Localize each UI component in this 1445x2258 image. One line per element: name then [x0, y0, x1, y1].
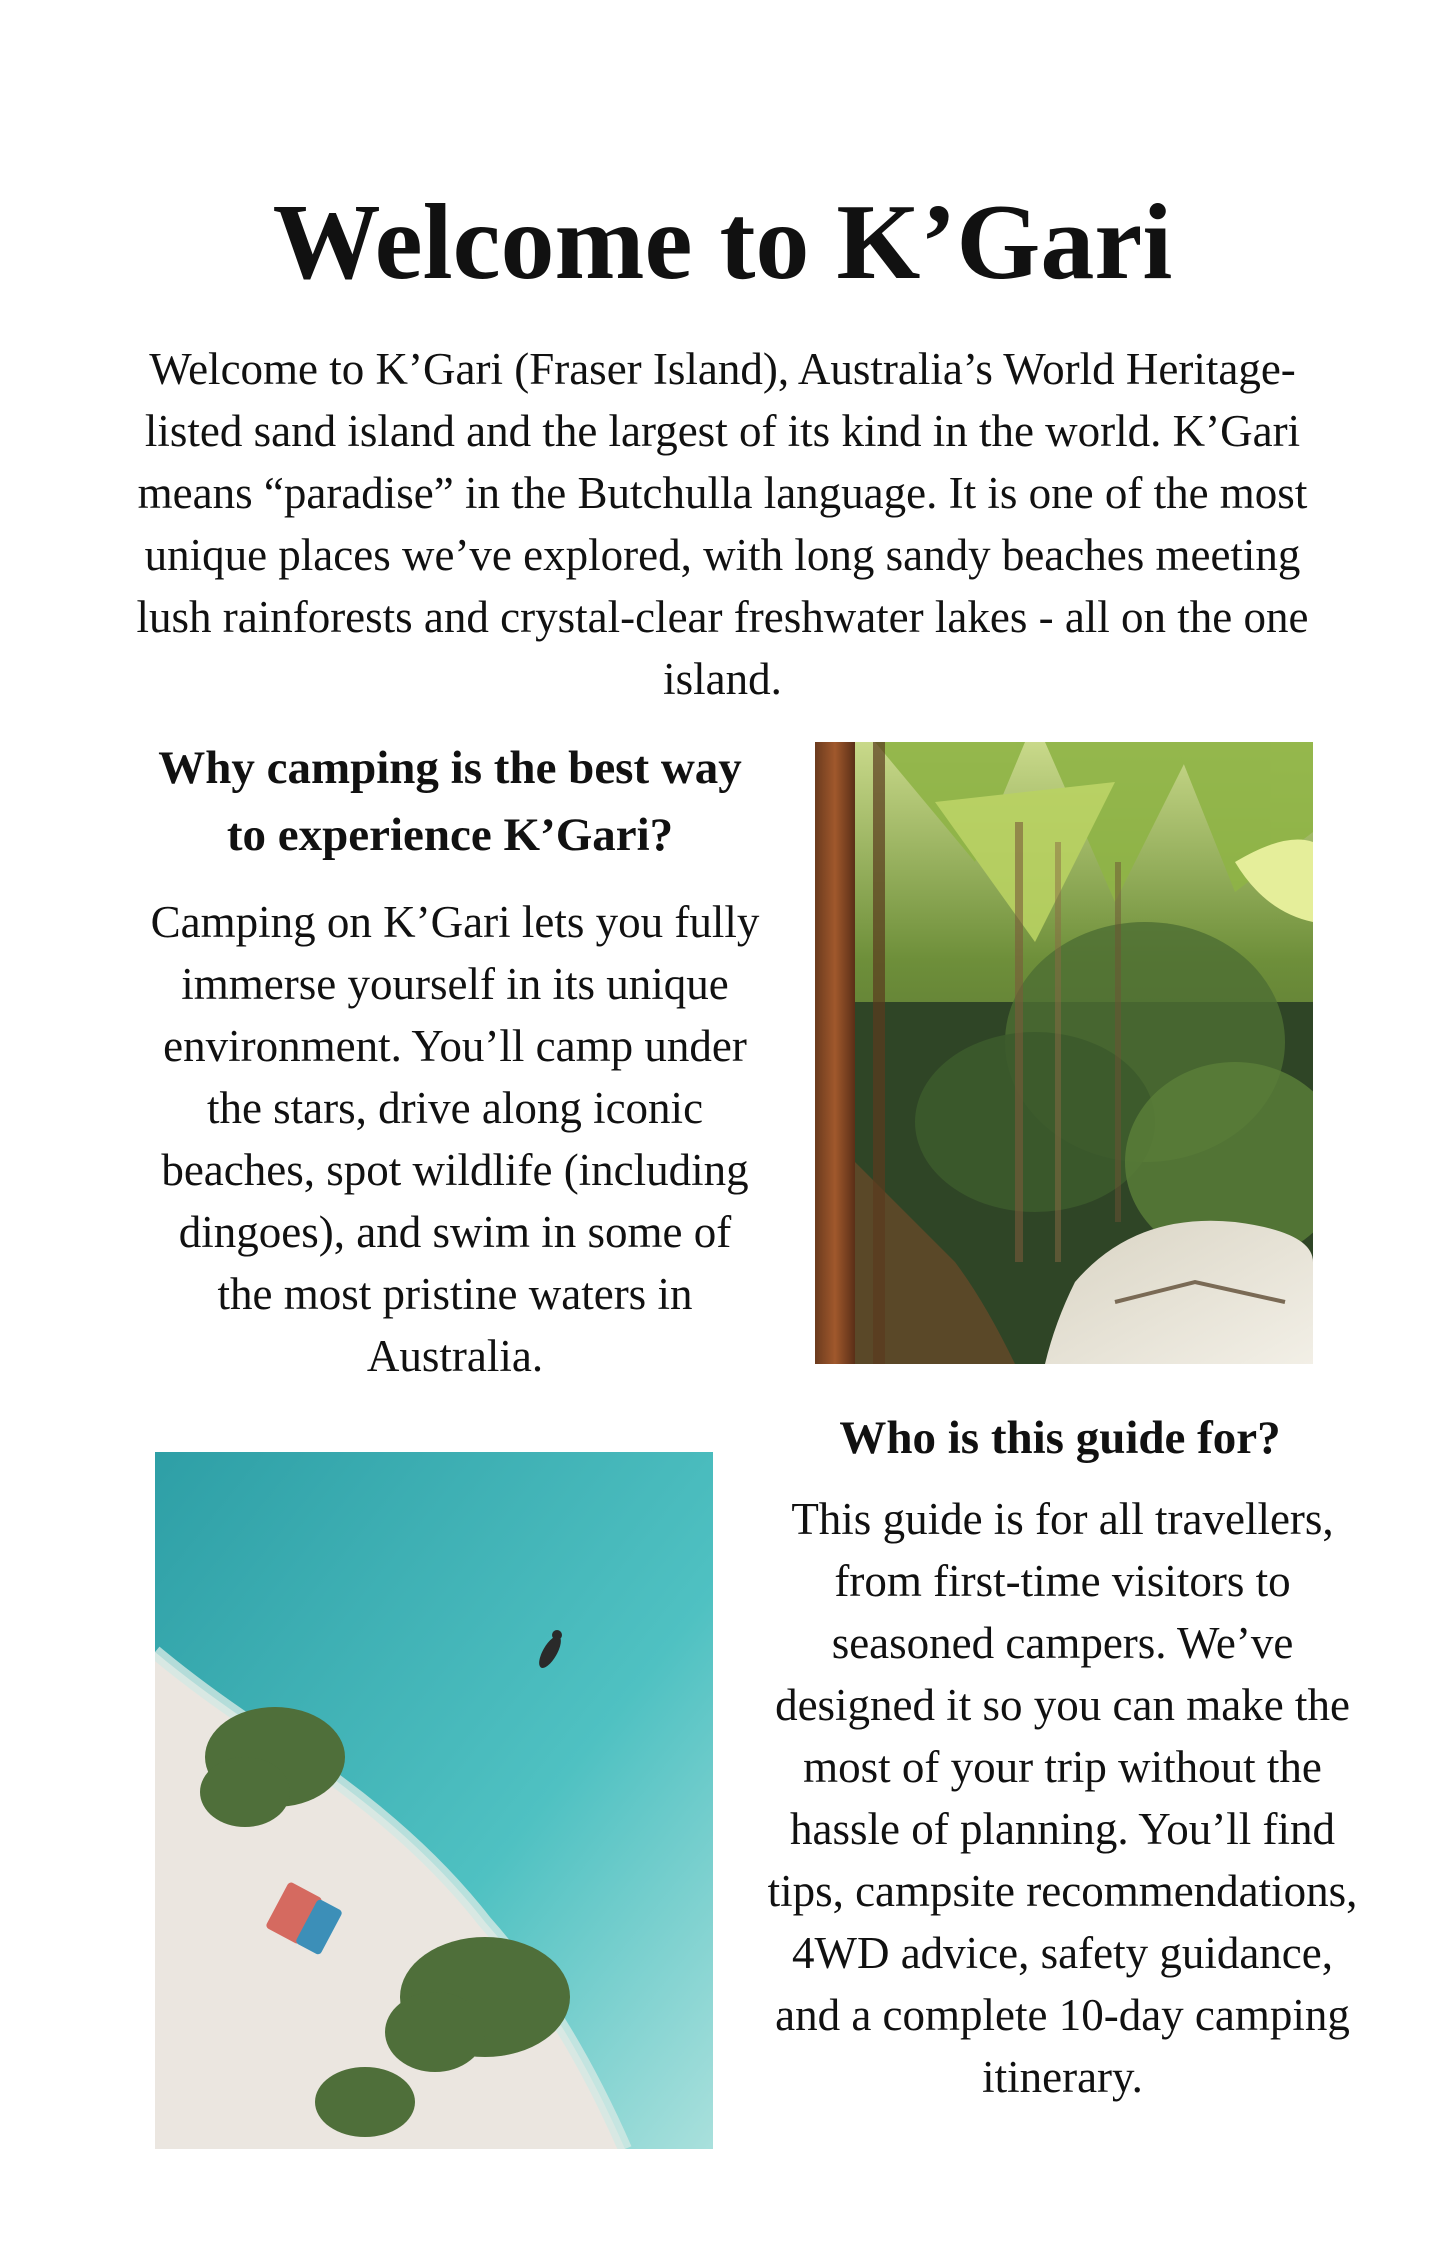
intro-paragraph: Welcome to K’Gari (Fraser Island), Australia’s World Heritage-listed sand island and the largest of its kind in the world. K’Gari means “paradise” in the Butchulla language. It is one of the most unique places we’ve explored, with long sandy beaches meeting lush rainforests and crystal-clear freshwater lakes - all on the one island.	[136, 344, 1309, 704]
who-guide-paragraph: This guide is for all travellers, from first-time visitors to seasoned campers. We’ve designed it so you can make the most of your trip without the hassle of planning. You’ll find tips, campsite recommendations, 4WD advice, safety guidance, and a complete 10-day camping itinerary.	[767, 1494, 1358, 2102]
lake-swimmer-aerial-photo	[155, 1452, 713, 2149]
page-title: Welcome to K’Gari	[272, 183, 1173, 302]
why-camping-heading: Why camping is the best way to experience K’Gari?	[158, 742, 742, 861]
rainforest-creek-photo	[815, 742, 1313, 1364]
who-guide-heading: Who is this guide for?	[839, 1412, 1281, 1464]
why-camping-paragraph: Camping on K’Gari lets you fully immerse yourself in its unique environment. You’ll camp under the stars, drive along iconic beaches, spot wildlife (including dingoes), and swim in some of the most pristine waters in Australia.	[150, 897, 760, 1381]
